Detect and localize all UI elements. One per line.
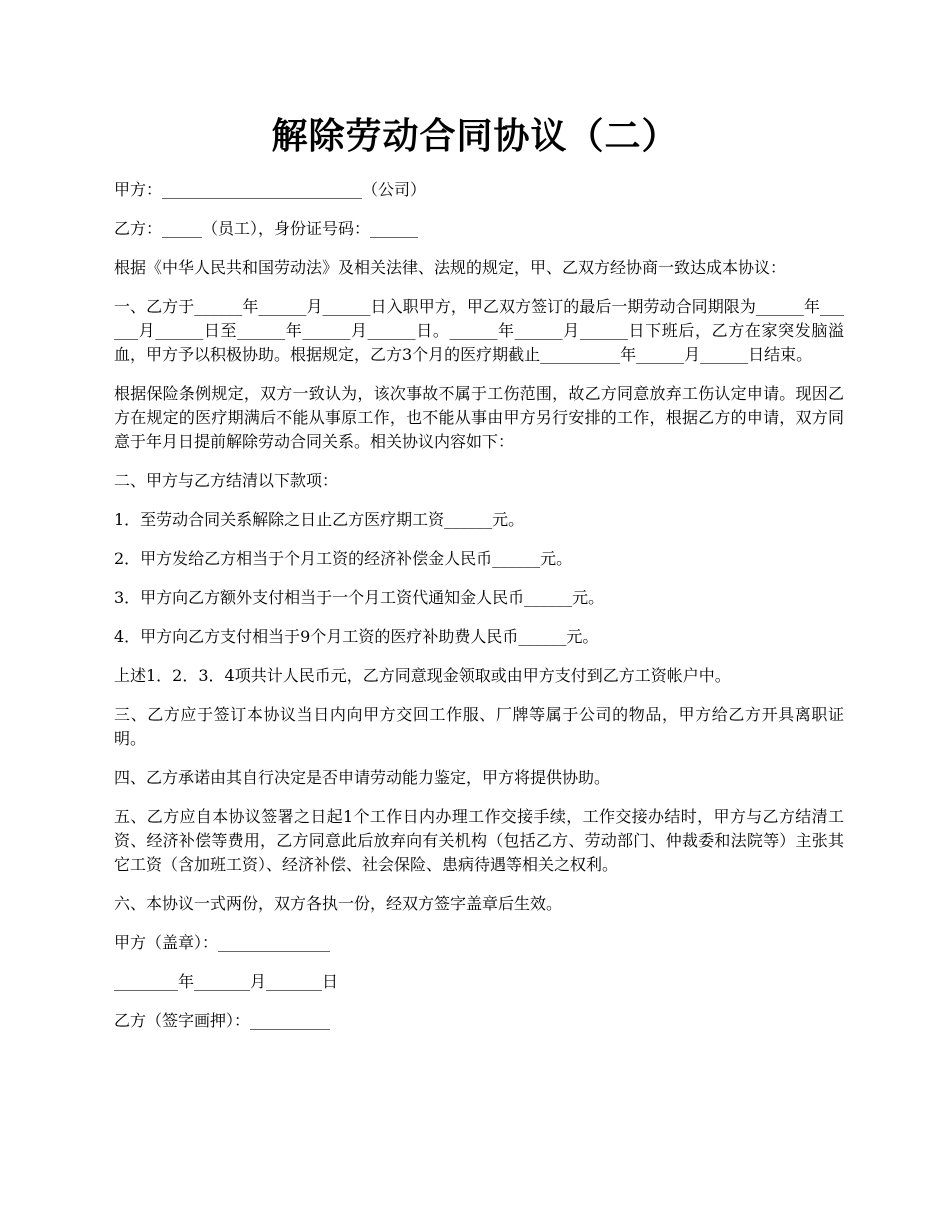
clause-5-paragraph: 五、乙方应自本协议签署之日起1个工作日内办理工作交接手续，工作交接办结时，甲方与乙方结清工资、经济补偿等费用，乙方同意此后放弃向有关机构（包括乙方、劳动部门、仲裁委和法院等）主张其它工资（含加班工资）、经济补偿、社会保险、患病待遇等相关之权利。	[114, 807, 844, 874]
document-body	[114, 178, 844, 1048]
party-a-seal-line: 甲方（盖章）：______________	[114, 933, 331, 952]
payment-item-2: 2．甲方发给乙方相当于个月工资的经济补偿金人民币______元。	[114, 549, 573, 568]
date-line: ________年_______月_______日	[114, 972, 339, 991]
insurance-paragraph: 根据保险条例规定，双方一致认为，该次事故不属于工伤范围，故乙方同意放弃工伤认定申请。现因乙方在规定的医疗期满后不能从事原工作，也不能从事由甲方另行安排的工作，根据乙方的申请，双方同意于年月日提前解除劳动合同关系。相关协议内容如下：	[114, 384, 844, 451]
payment-item-3: 3．甲方向乙方额外支付相当于一个月工资代通知金人民币______元。	[114, 588, 605, 607]
document-title: 解除劳动合同协议（二）	[271, 115, 679, 157]
party-a-line: 甲方：_________________________（公司）	[114, 180, 427, 199]
payment-item-1: 1．至劳动合同关系解除之日止乙方医疗期工资______元。	[114, 510, 525, 529]
party-b-signature-line: 乙方（签字画押）：__________	[114, 1011, 331, 1030]
clause-4-paragraph: 四、乙方承诺由其自行决定是否申请劳动能力鉴定，甲方将提供协助。	[114, 768, 611, 787]
party-b-line: 乙方：_____（员工），身份证号码：______	[114, 219, 419, 238]
clause-6-paragraph: 六、本协议一式两份，双方各执一份，经双方签字盖章后生效。	[114, 894, 563, 913]
payment-item-4: 4．甲方向乙方支付相当于9个月工资的医疗补助费人民币______元。	[114, 627, 599, 646]
payment-total-paragraph: 上述1．2．3．4项共计人民币元，乙方同意现金领取或由甲方支付到乙方工资帐户中。	[114, 666, 731, 685]
preamble-paragraph: 根据《中华人民共和国劳动法》及相关法律、法规的规定，甲、乙双方经协商一致达成本协议：	[114, 258, 787, 277]
clause-2-heading: 二、甲方与乙方结清以下款项：	[114, 471, 339, 490]
clause-3-paragraph: 三、乙方应于签订本协议当日内向甲方交回工作服、厂牌等属于公司的物品，甲方给乙方开具离职证明。	[114, 705, 844, 748]
clause-1-paragraph: 一、乙方于______年______月______日入职甲方，甲乙双方签订的最后一期劳动合同期限为______年______月______日至______年______月______日。______年______月______日下班后，乙方在家突发脑溢血，甲方予以积极协助。根据规定，乙方3个月的医疗期截止__________年______月______日结束。	[114, 297, 844, 364]
